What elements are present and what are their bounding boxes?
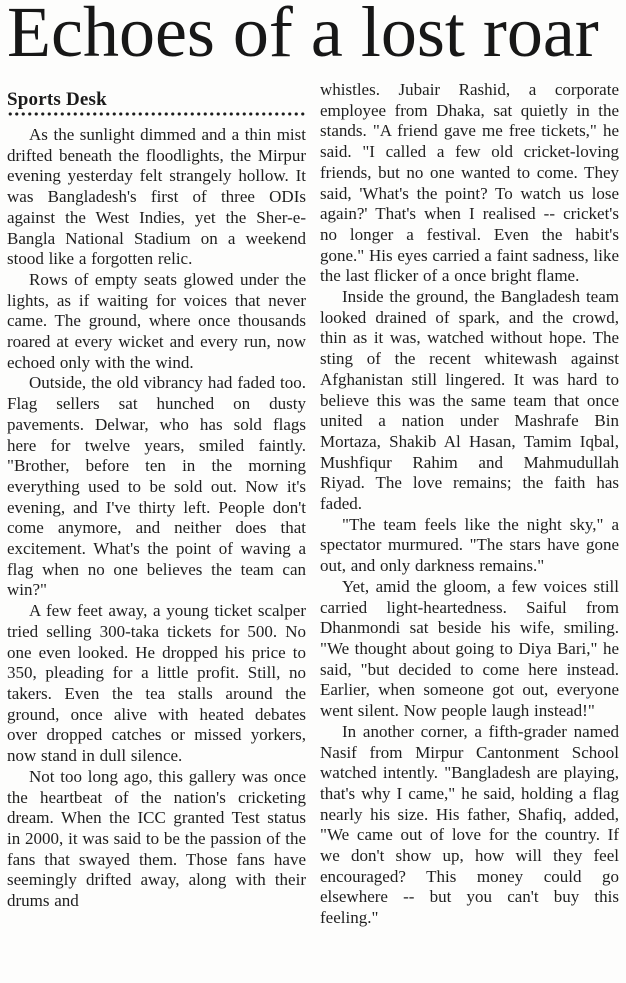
- article-paragraph: "The team feels like the night sky," a spectator murmured. "The stars have gone out, and only darkness remains.": [320, 514, 619, 576]
- byline-block: [7, 89, 306, 116]
- article-paragraph: As the sunlight dimmed and a thin mist drifted beneath the floodlights, the Mirpur evening yesterday felt strangely hollow. It was Bangladesh's first of three ODIs against the West Indies, yet the Sher-e-Bangla National Stadium on a weekend stood like a forgotten relic.: [7, 125, 306, 269]
- article-title: Echoes of a lost roar: [7, 0, 599, 72]
- article-body: [7, 80, 619, 929]
- left-column: [7, 80, 306, 912]
- byline: Sports Desk: [7, 89, 107, 110]
- article-paragraph: Not too long ago, this gallery was once the heartbeat of the nation's cricketing dream. When the ICC granted Test status in 2000, it was said to be the passion of the fans that swayed them. Those fans have seemingly drifted away, along with their drums and: [7, 766, 306, 911]
- byline-dotted-rule: [7, 112, 306, 116]
- article-paragraph: whistles. Jubair Rashid, a corporate employee from Dhaka, sat quietly in the stands. "A friend gave me free tickets," he said. "I called a few old cricket-loving friends, but no one wanted to come. They said, 'What's the point? To watch us lose again?' That's when I realised -- cricket's no longer a festival. Even the habit's gone." His eyes carried a faint sadness, like the last flicker of a once bright flame.: [320, 80, 619, 286]
- article-paragraph: Inside the ground, the Bangladesh team looked drained of spark, and the crowd, thin as it was, watched without hope. The sting of the recent whitewash against Afghanistan still lingered. It was hard to believe this was the same team that once united a nation under Mashrafe Bin Mortaza, Shakib Al Hasan, Tamim Iqbal, Mushfiqur Rahim and Mahmudullah Riyad. The love remains; the faith has faded.: [320, 287, 619, 514]
- right-column: [320, 80, 619, 929]
- article-paragraph: Rows of empty seats glowed under the lights, as if waiting for voices that never came. The ground, where once thousands roared at every wicket and every run, now echoed only with the wind.: [7, 269, 306, 372]
- article-paragraph: Yet, amid the gloom, a few voices still carried light-heartedness. Saiful from Dhanmondi sat beside his wife, smiling. "We thought about going to Diya Bari," he said, "but decided to come here instead. Earlier, when someone got out, everyone went silent. Now people laugh instead!": [320, 576, 619, 721]
- article-paragraph: In another corner, a fifth-grader named Nasif from Mirpur Cantonment School watched intently. "Bangladesh are playing, that's why I came," he said, holding a flag nearly his size. His father, Shafiq, added, "We came out of love for the country. If we don't show up, how will they feel encouraged? This money could go elsewhere -- but you can't buy this feeling.": [320, 721, 619, 928]
- article-paragraph: A few feet away, a young ticket scalper tried selling 300-taka tickets for 500. No one even looked. He dropped his price to 350, pleading for a little profit. Still, no takers. Even the tea stalls around the ground, once alive with heated debates over dropped catches or missed yorkers, now stand in dull silence.: [7, 601, 306, 766]
- article-paragraph: Outside, the old vibrancy had faded too. Flag sellers sat hunched on dusty pavements. Delwar, who has sold flags here for twelve years, smiled faintly. "Brother, before ten in the morning everything used to be sold out. Now it's evening, and I've thirty left. People don't come anymore, and neither does that excitement. What's the point of waving a flag when no one believes the team can win?": [7, 373, 306, 600]
